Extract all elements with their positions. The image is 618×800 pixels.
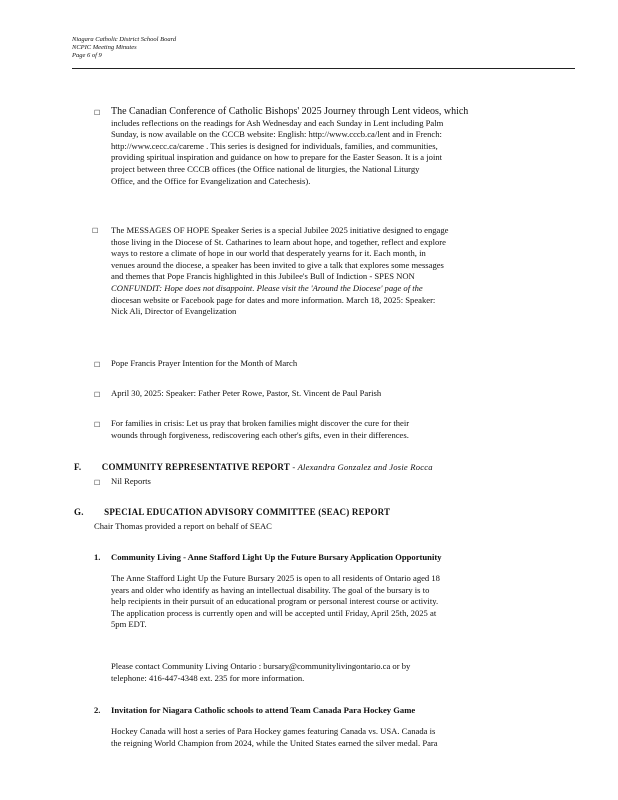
item-number: 1. xyxy=(94,552,101,562)
item-heading-bursary: Community Living - Anne Stafford Light Up the Future Bursary Application Opportunity xyxy=(111,552,442,562)
square-bullet-icon: ☐ xyxy=(94,109,101,117)
square-bullet-icon: ☐ xyxy=(94,479,101,487)
square-bullet-icon: ☐ xyxy=(94,361,101,369)
square-bullet-icon: ☐ xyxy=(92,227,99,235)
item-bursary-details xyxy=(111,573,551,631)
bullet-line: project between three CCCB offices (the Office national de liturgies, the National Liturgy xyxy=(111,163,420,174)
bullet-line: and themes that Pope Francis highlighted in this Jubilee's Bull of Indiction - SPES NON xyxy=(111,271,415,282)
bullet-april-speaker xyxy=(111,388,551,400)
bullet-line: Office, and the Office for Evangelization and Catechesis). xyxy=(111,175,311,186)
bullet-line: The MESSAGES OF HOPE Speaker Series is a special Jubilee 2025 initiative designed to engage xyxy=(111,225,449,235)
bullet-families-in-crisis xyxy=(111,418,551,441)
bullet-line: Nick Ali, Director of Evangelization xyxy=(111,306,237,317)
paragraph-line: 5pm EDT. xyxy=(111,619,147,630)
bullet-line: diocesan website or Facebook page for dates and more information. March 18, 2025: Speaker: xyxy=(111,294,436,305)
bullet-line: includes reflections on the readings for Ash Wednesday and each Sunday in Lent including Palm xyxy=(111,117,444,128)
bullet-line: venues around the diocese, a speaker has been invited to give a talk that explores some messages xyxy=(111,259,444,270)
item-heading-para-hockey: Invitation for Niagara Catholic schools to attend Team Canada Para Hockey Game xyxy=(111,705,416,715)
section-letter: G. xyxy=(74,507,84,517)
paragraph-line: years and older who identify as having an intellectual disability. The goal of the bursary is to xyxy=(111,584,430,595)
paragraph-line: The application process is currently open and will be accepted until Friday, April 25th, 2025 at xyxy=(111,607,437,618)
section-letter: F. xyxy=(74,462,82,472)
bullet-line: providing spiritual inspiration and guidance on how to prepare for the Easter Season. It is a joint xyxy=(111,152,443,163)
bullet-line: those living in the Diocese of St. Catharines to learn about hope, and together, reflect and explore xyxy=(111,236,446,247)
bullet-line: Pope Francis Prayer Intention for the Month of March xyxy=(111,358,298,368)
intro-text: Chair Thomas provided a report on behalf of SEAC xyxy=(94,521,272,531)
bullet-messages-of-hope xyxy=(111,225,551,318)
bullet-line: Sunday, is now available on the CCCB website: English: http://www.cccb.ca/lent and in French: xyxy=(111,129,442,140)
paragraph-line: Hockey Canada will host a series of Para Hockey games featuring Canada vs. USA. Canada is xyxy=(111,726,436,736)
square-bullet-icon: ☐ xyxy=(94,421,101,429)
item-bursary-contact xyxy=(111,661,551,684)
section-g-heading xyxy=(74,507,574,517)
item-number: 2. xyxy=(94,705,101,715)
header-page-number: Page 6 of 9 xyxy=(72,52,102,59)
nil-reports-text: Nil Reports xyxy=(111,476,151,486)
bullet-line: The Canadian Conference of Catholic Bishops' 2025 Journey through Lent videos, which xyxy=(111,106,469,117)
header-rule xyxy=(72,68,575,69)
page-header xyxy=(72,36,176,60)
bullet-journey-through-lent xyxy=(111,106,551,187)
section-g-intro xyxy=(94,521,554,533)
paragraph-line: Please contact Community Living Ontario : bursary@communitylivingontario.ca or by xyxy=(111,661,411,671)
bullet-line: wounds through forgiveness, rediscovering each other's gifts, even in their differences. xyxy=(111,429,409,440)
bullet-line: For families in crisis: Let us pray that broken families might discover the cure for their xyxy=(111,418,410,428)
bullet-line: http://www.cecc.ca/careme . This series is designed for individuals, families, and communities, xyxy=(111,140,438,151)
bullet-prayer-intention xyxy=(111,358,551,370)
section-f-heading xyxy=(74,462,574,472)
section-f-nil xyxy=(111,476,551,488)
paragraph-line: help recipients in their pursuit of an educational program or personal interest course or activity. xyxy=(111,596,439,607)
paragraph-line: telephone: 416-447-4348 ext. 235 for more information. xyxy=(111,672,305,683)
section-title: SPECIAL EDUCATION ADVISORY COMMITTEE (SEAC) REPORT xyxy=(104,507,391,517)
item-para-hockey-details xyxy=(111,726,551,749)
paragraph-line: The Anne Stafford Light Up the Future Bursary 2025 is open to all residents of Ontario aged 18 xyxy=(111,573,440,583)
header-board-name: Niagara Catholic District School Board xyxy=(72,36,177,43)
bullet-line: ways to restore a climate of hope in our world that desperately yearns for it. Each month, in xyxy=(111,248,426,259)
section-title: COMMUNITY REPRESENTATIVE REPORT xyxy=(101,462,290,472)
header-meeting-title: NCPIC Meeting Minutes xyxy=(72,44,137,51)
square-bullet-icon: ☐ xyxy=(94,391,101,399)
bullet-line: CONFUNDIT: Hope does not disappoint. Please visit the 'Around the Diocese' page of the xyxy=(111,282,423,293)
paragraph-line: the reigning World Champion from 2024, while the United States earned the silver medal. Para xyxy=(111,737,438,748)
section-presenters: - Alexandra Gonzalez and Josie Rocca xyxy=(292,462,433,472)
bullet-line: April 30, 2025: Speaker: Father Peter Rowe, Pastor, St. Vincent de Paul Parish xyxy=(111,388,382,398)
